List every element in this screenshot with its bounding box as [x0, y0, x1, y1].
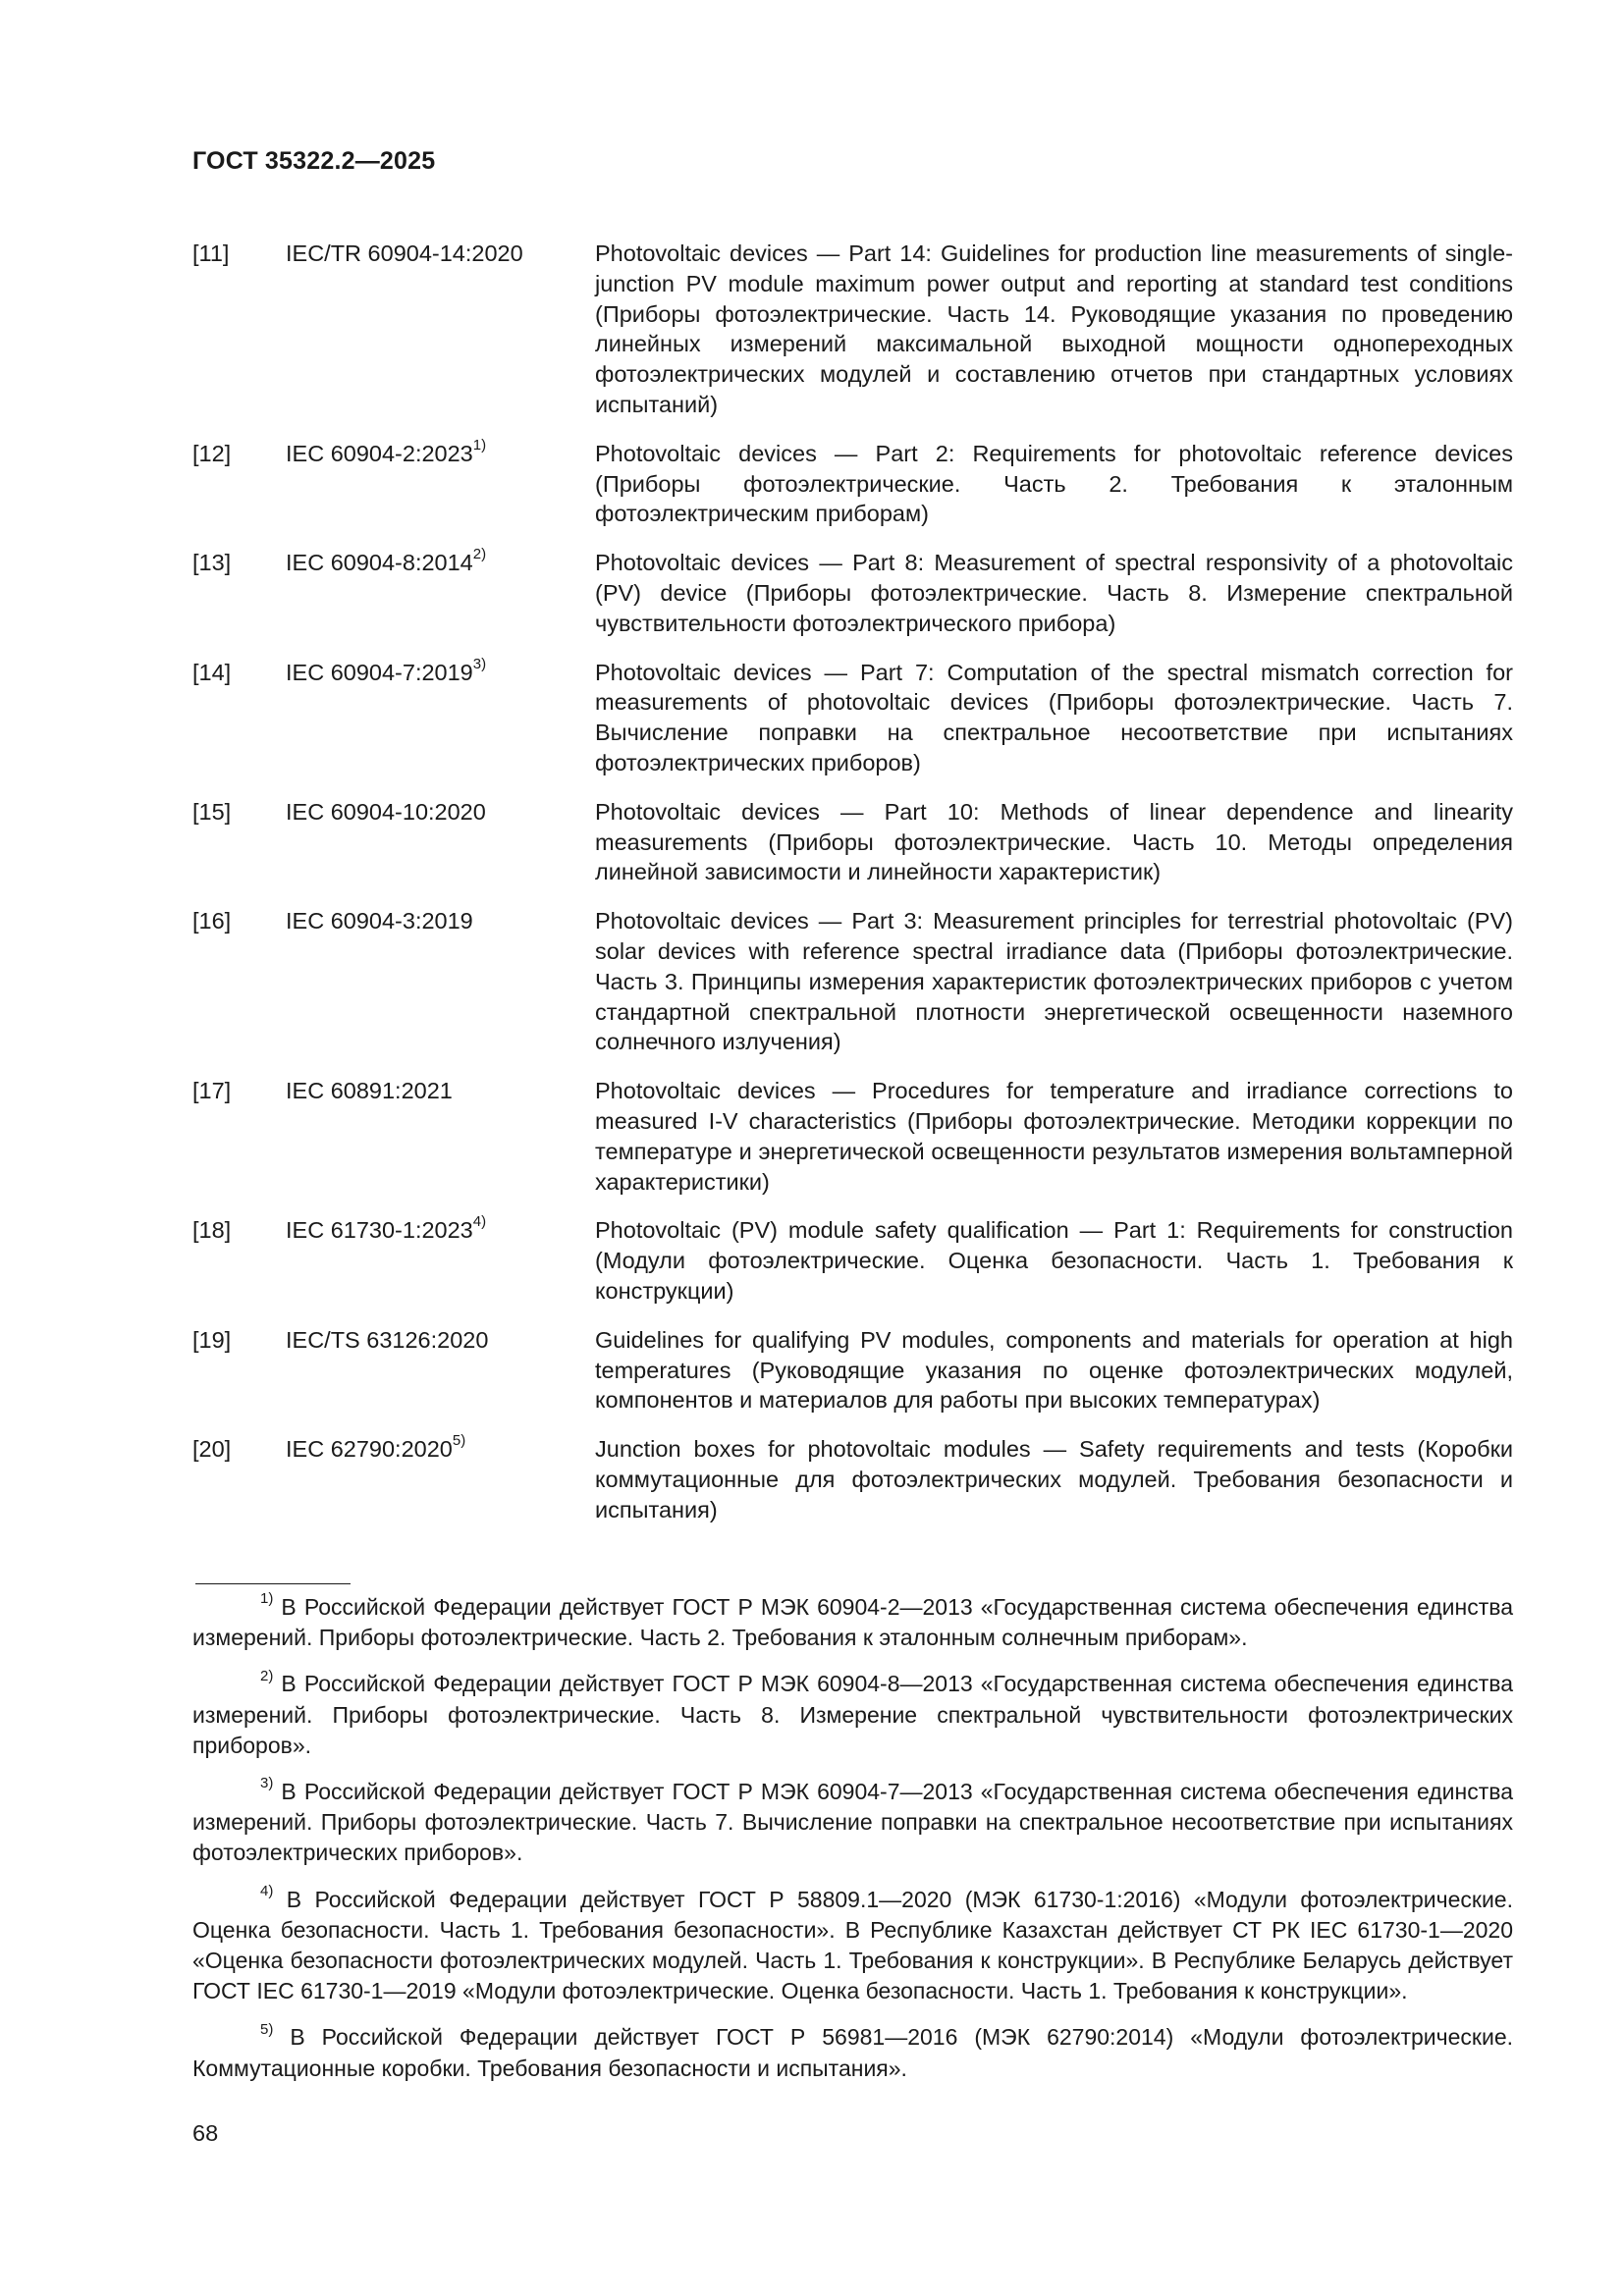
reference-code: IEC 60904-2:2023$^{1)}$: [286, 436, 487, 466]
reference-title: Photovoltaic devices — Part 7: Computation of the spectral mismatch correction for measurements of photovoltaic devices (Приборы фотоэлектрические. Часть 7. Вычисление поправки на спектральное несоответствие при испытаниях фотоэлектрических приборов): [595, 659, 1513, 775]
reference-item: [192, 548, 1513, 638]
footnotes: [192, 1592, 1513, 2100]
footnote-divider: [195, 1583, 351, 1584]
reference-code: IEC/TR 60904-14:2020: [286, 240, 523, 266]
footnote: $^{1)}$ В Российской Федерации действует ГОСТ Р МЭК 60904-2—2013 «Государственная система обеспечения единства измерений. Приборы фотоэлектрические. Часть 2. Требования к эталонным солнечным приборам».: [192, 1590, 1513, 1651]
reference-item: [192, 1076, 1513, 1197]
reference-number: [11]: [192, 240, 230, 266]
reference-number: [17]: [192, 1078, 232, 1104]
footnote-mark: 1): [260, 1590, 274, 1608]
footnote-mark: 4): [472, 1213, 487, 1231]
footnote: $^{2)}$ В Российской Федерации действует ГОСТ Р МЭК 60904-8—2013 «Государственная система обеспечения единства измерений. Приборы фотоэлектрические. Часть 8. Измерение спектральной чувствительности фотоэлектрических приборов».: [192, 1667, 1513, 1758]
reference-code: IEC/TS 63126:2020: [286, 1326, 489, 1353]
footnote-mark: 4): [260, 1882, 274, 1899]
reference-item: [192, 655, 1513, 778]
reference-code: IEC 60904-8:2014$^{2)}$: [286, 546, 487, 576]
footnote-mark: 2): [260, 1667, 274, 1684]
reference-code: IEC 60904-3:2019: [286, 908, 473, 934]
footnote: $^{5)}$ В Российской Федерации действует ГОСТ Р 56981—2016 (МЭК 62790:2014) «Модули фотоэлектрические. Коммутационные коробки. Требования безопасности и испытания».: [192, 2020, 1513, 2081]
reference-number: [16]: [192, 908, 232, 934]
footnote: $^{4)}$ В Российской Федерации действует ГОСТ Р 58809.1—2020 (МЭК 61730-1:2016) «Модули фотоэлектрические. Оценка безопасности. Часть 1. Требования безопасности». В Республике Казахстан действует СТ РК IEC 61730-1—2020 «Оценка безопасности фотоэлектрических модулей. Часть 1. Требования к конструкции». В Республике Беларусь действует ГОСТ IEC 61730-1—2019 «Модули фотоэлектрические. Оценка безопасности. Часть 1. Требования к конструкции».: [192, 1882, 1513, 2004]
footnote-mark: 5): [260, 2020, 274, 2038]
reference-title: Photovoltaic devices — Part 8: Measurement of spectral responsivity of a photovoltaic (PV) device (Приборы фотоэлектрические. Часть 8. Измерение спектральной чувствительности фотоэлектрического прибора): [595, 550, 1513, 636]
reference-item: [192, 1215, 1513, 1306]
reference-item: [192, 239, 1513, 420]
footnote-mark: 2): [472, 546, 487, 563]
reference-code: IEC 61730-1:2023$^{4)}$: [286, 1213, 487, 1244]
reference-title: Photovoltaic (PV) module safety qualification — Part 1: Requirements for construction (Модули фотоэлектрические. Оценка безопасности. Часть 1. Требования к конструкции): [595, 1217, 1513, 1304]
page-header: ГОСТ 35322.2—2025: [192, 147, 436, 175]
reference-code: IEC 60904-7:2019$^{3)}$: [286, 655, 487, 685]
reference-item: [192, 1434, 1513, 1524]
reference-code: IEC 62790:2020$^{5)}$: [286, 1432, 466, 1463]
reference-title: Photovoltaic devices — Procedures for temperature and irradiance corrections to measured I-V characteristics (Приборы фотоэлектрические. Методики коррекции по температуре и энергетической освещенности результатов измерения вольтамперной характеристики): [595, 1078, 1513, 1195]
reference-title: Photovoltaic devices — Part 3: Measurement principles for terrestrial photovoltaic (PV) solar devices with reference spectral irradiance data (Приборы фотоэлектрические. Часть 3. Принципы измерения характеристик фотоэлектрических приборов с учетом стандартной спектральной плотности энергетической освещенности наземного солнечного излучения): [595, 908, 1513, 1055]
reference-number: [13]: [192, 550, 232, 576]
reference-number: [18]: [192, 1217, 232, 1244]
reference-title: Photovoltaic devices — Part 10: Methods of linear dependence and linearity measurements (Приборы фотоэлектрические. Часть 10. Методы определения линейной зависимости и линейности характеристик): [595, 798, 1513, 885]
reference-title: Photovoltaic devices — Part 2: Requirements for photovoltaic reference devices (Приборы фотоэлектрические. Часть 2. Требования к эталонным фотоэлектрическим приборам): [595, 440, 1513, 527]
footnote-mark: 1): [472, 436, 487, 454]
reference-number: [12]: [192, 440, 232, 466]
reference-title: Junction boxes for photovoltaic modules — Safety requirements and tests (Коробки коммутационные для фотоэлектрических модулей. Требования безопасности и испытания): [595, 1436, 1513, 1522]
footnote: $^{3)}$ В Российской Федерации действует ГОСТ Р МЭК 60904-7—2013 «Государственная система обеспечения единства измерений. Приборы фотоэлектрические. Часть 7. Вычисление поправки на спектральное несоответствие при испытаниях фотоэлектрических приборов».: [192, 1775, 1513, 1866]
reference-number: [14]: [192, 659, 232, 685]
page-number: 68: [192, 2120, 219, 2146]
reference-number: [20]: [192, 1436, 232, 1463]
reference-number: [15]: [192, 798, 232, 825]
reference-title: Guidelines for qualifying PV modules, components and materials for operation at high temperatures (Руководящие указания по оценке фотоэлектрических модулей, компонентов и материалов для работы при высоких температурах): [595, 1326, 1513, 1414]
reference-code: IEC 60891:2021: [286, 1078, 453, 1104]
reference-item: [192, 906, 1513, 1057]
reference-item: [192, 797, 1513, 887]
reference-title: Photovoltaic devices — Part 14: Guidelines for production line measurements of single-junction PV module maximum power output and reporting at standard test conditions (Приборы фотоэлектрические. Часть 14. Руководящие указания по проведению линейных измерений максимальной выходной мощности однопереходных фотоэлектрических модулей и составлению отчетов при стандартных условиях испытаний): [595, 240, 1513, 417]
reference-item: [192, 436, 1513, 529]
footnote-mark: 5): [452, 1432, 466, 1450]
reference-code: IEC 60904-10:2020: [286, 798, 486, 825]
reference-number: [19]: [192, 1326, 232, 1353]
footnote-mark: 3): [260, 1775, 274, 1792]
reference-item: [192, 1325, 1513, 1415]
footnote-mark: 3): [472, 655, 487, 672]
bibliography-list: [192, 239, 1513, 1543]
